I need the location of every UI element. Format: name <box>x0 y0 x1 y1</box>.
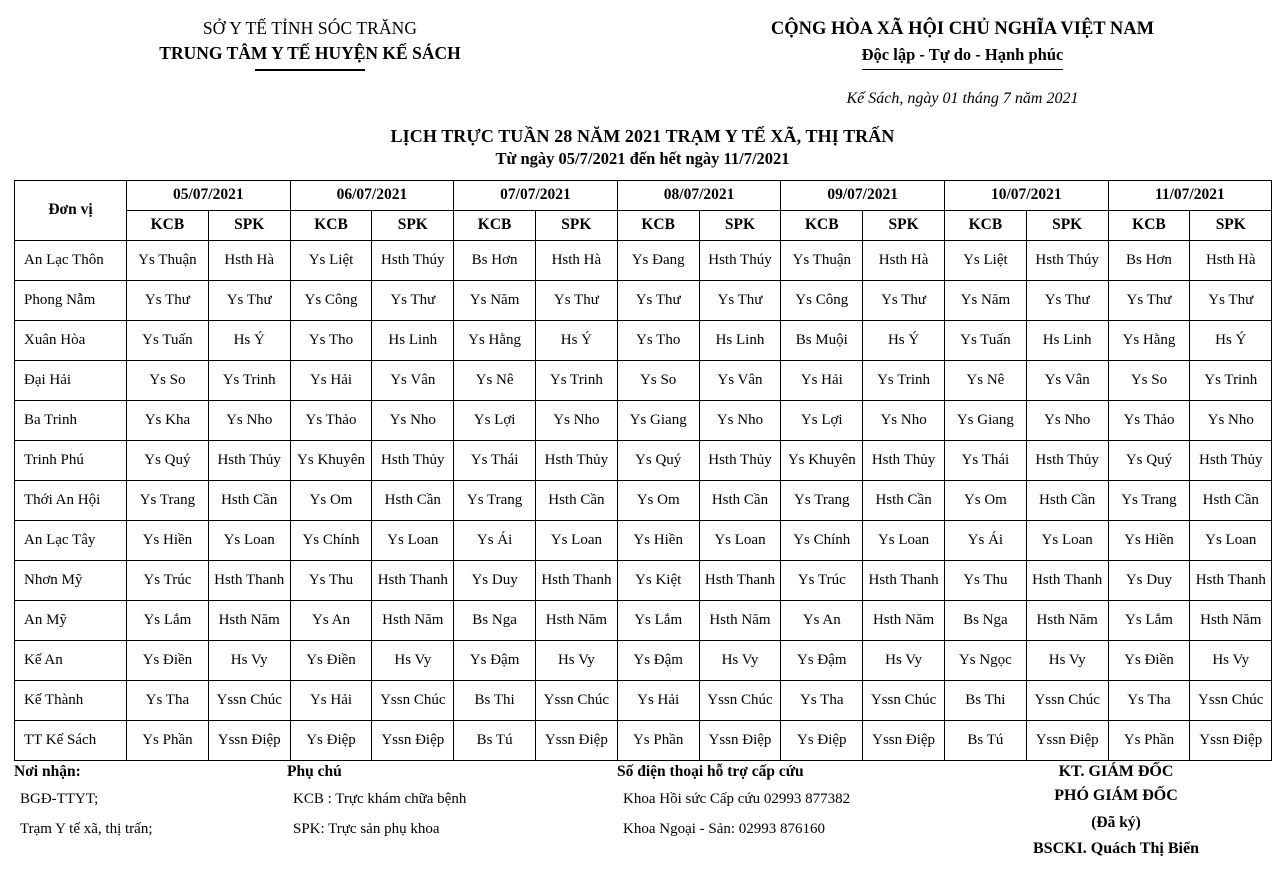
cell-duty-staff: Hsth Hà <box>863 240 945 280</box>
table-row <box>15 360 1272 400</box>
cell-duty-staff: Ys Điệp <box>290 720 372 760</box>
cell-duty-staff: Ys An <box>290 600 372 640</box>
cell-duty-staff: Ys Năm <box>454 280 536 320</box>
cell-duty-staff: Hsth Năm <box>1026 600 1108 640</box>
cell-duty-staff: Ys Vân <box>1026 360 1108 400</box>
cell-duty-staff: Hs Vy <box>699 640 781 680</box>
cell-duty-staff: Ys Om <box>290 480 372 520</box>
province-health-department: SỞ Y TẾ TỈNH SÓC TRĂNG <box>202 18 418 38</box>
cell-duty-staff: Ys Thư <box>372 280 454 320</box>
cell-duty-staff: Ys Đậm <box>781 640 863 680</box>
cell-duty-staff: Ys Ngọc <box>944 640 1026 680</box>
cell-duty-staff: Ys Trinh <box>863 360 945 400</box>
cell-duty-staff: Hs Ý <box>1190 320 1272 360</box>
cell-unit-name: Xuân Hòa <box>15 320 127 360</box>
cell-duty-staff: Ys Nho <box>208 400 290 440</box>
emergency-phones-block <box>617 760 947 861</box>
column-header-shift-kcb: KCB <box>127 210 209 240</box>
duty-schedule-table <box>14 180 1272 761</box>
cell-duty-staff: Hsth Thủy <box>863 440 945 480</box>
cell-duty-staff: Bs Thi <box>944 680 1026 720</box>
column-header-shift-kcb: KCB <box>1108 210 1190 240</box>
cell-duty-staff: Ys Trang <box>454 480 536 520</box>
column-header-shift-spk: SPK <box>535 210 617 240</box>
cell-duty-staff: Ys Duy <box>1108 560 1190 600</box>
signature-signed-note: (Đã ký) <box>1091 814 1141 831</box>
table-row <box>15 600 1272 640</box>
cell-duty-staff: Yssn Chúc <box>372 680 454 720</box>
cell-duty-staff: Hsth Năm <box>1190 600 1272 640</box>
table-row <box>15 520 1272 560</box>
cell-duty-staff: Ys Loan <box>208 520 290 560</box>
table-row <box>15 440 1272 480</box>
cell-duty-staff: Hs Linh <box>1026 320 1108 360</box>
cell-duty-staff: Hs Vy <box>208 640 290 680</box>
cell-duty-staff: Ys Tha <box>1108 680 1190 720</box>
table-row <box>15 720 1272 760</box>
district-health-center-label: TRUNG TÂM Y TẾ HUYỆN KẾ SÁCH <box>159 43 461 64</box>
cell-duty-staff: Bs Tú <box>944 720 1026 760</box>
cell-duty-staff: Hsth Năm <box>863 600 945 640</box>
column-header-shift-kcb: KCB <box>781 210 863 240</box>
column-header-date: 08/07/2021 <box>617 180 781 210</box>
cell-duty-staff: Ys Thư <box>1108 280 1190 320</box>
cell-duty-staff: Ys Chính <box>781 520 863 560</box>
national-motto <box>862 43 1064 70</box>
cell-duty-staff: Yssn Chúc <box>699 680 781 720</box>
cell-duty-staff: Ys Liệt <box>944 240 1026 280</box>
cell-duty-staff: Ys Liệt <box>290 240 372 280</box>
cell-duty-staff: Ys Trang <box>781 480 863 520</box>
column-header-shift-kcb: KCB <box>944 210 1026 240</box>
emergency-phone-icu: Khoa Hồi sức Cấp cứu 02993 877382 <box>623 791 851 808</box>
cell-duty-staff: Ys Phần <box>617 720 699 760</box>
cell-duty-staff: Ys Quý <box>617 440 699 480</box>
notes-item-kcb: KCB : Trực khám chữa bệnh <box>293 791 467 808</box>
cell-duty-staff: Hsth Cần <box>1026 480 1108 520</box>
cell-duty-staff: Hsth Thủy <box>1190 440 1272 480</box>
cell-duty-staff: Ys Thư <box>863 280 945 320</box>
cell-duty-staff: Ys Ái <box>454 520 536 560</box>
cell-duty-staff: Hsth Thanh <box>372 560 454 600</box>
column-header-date: 09/07/2021 <box>781 180 945 210</box>
cell-duty-staff: Yssn Chúc <box>208 680 290 720</box>
cell-duty-staff: Ys Khuyên <box>290 440 372 480</box>
cell-duty-staff: Ys An <box>781 600 863 640</box>
cell-duty-staff: Ys Tuấn <box>944 320 1026 360</box>
cell-duty-staff: Ys Nho <box>372 400 454 440</box>
cell-duty-staff: Bs Muội <box>781 320 863 360</box>
column-header-shift-spk: SPK <box>208 210 290 240</box>
cell-duty-staff: Hsth Thanh <box>699 560 781 600</box>
cell-duty-staff: Hs Vy <box>372 640 454 680</box>
cell-duty-staff: Hsth Thanh <box>535 560 617 600</box>
cell-duty-staff: Ys Giang <box>617 400 699 440</box>
table-row <box>15 480 1272 520</box>
cell-duty-staff: Ys So <box>1108 360 1190 400</box>
recipients-title: Nơi nhận: <box>14 763 81 780</box>
cell-duty-staff: Ys Thư <box>535 280 617 320</box>
signature-block <box>947 760 1285 861</box>
cell-duty-staff: Ys Lợi <box>454 400 536 440</box>
notes-title: Phụ chú <box>287 763 342 780</box>
cell-duty-staff: Ys Nê <box>944 360 1026 400</box>
table-head <box>15 180 1272 240</box>
signature-role-acting: KT. GIÁM ĐỐC <box>1058 763 1174 780</box>
column-header-shift-spk: SPK <box>863 210 945 240</box>
column-header-shift-kcb: KCB <box>454 210 536 240</box>
cell-unit-name: Phong Nẫm <box>15 280 127 320</box>
cell-duty-staff: Ys Phần <box>127 720 209 760</box>
cell-duty-staff: Ys Nho <box>1190 400 1272 440</box>
cell-duty-staff: Ys Phần <box>1108 720 1190 760</box>
cell-duty-staff: Ys Nho <box>699 400 781 440</box>
cell-duty-staff: Ys Thư <box>699 280 781 320</box>
cell-unit-name: Ba Trinh <box>15 400 127 440</box>
cell-duty-staff: Yssn Chúc <box>863 680 945 720</box>
cell-duty-staff: Ys Thư <box>1190 280 1272 320</box>
recipients-item: Trạm Y tế xã, thị trấn; <box>20 820 153 837</box>
cell-duty-staff: Ys Om <box>617 480 699 520</box>
cell-unit-name: TT Kế Sách <box>15 720 127 760</box>
cell-duty-staff: Ys Năm <box>944 280 1026 320</box>
cell-duty-staff: Ys So <box>127 360 209 400</box>
national-title: CỘNG HÒA XÃ HỘI CHỦ NGHĨA VIỆT NAM <box>770 19 1155 39</box>
cell-duty-staff: Hs Vy <box>1026 640 1108 680</box>
cell-duty-staff: Ys Loan <box>1026 520 1108 560</box>
cell-duty-staff: Ys Loan <box>699 520 781 560</box>
cell-duty-staff: Hsth Hà <box>208 240 290 280</box>
schedule-date-range: Từ ngày 05/7/2021 đến hết ngày 11/7/2021 <box>495 149 790 169</box>
cell-duty-staff: Ys Công <box>290 280 372 320</box>
cell-duty-staff: Yssn Chúc <box>1190 680 1272 720</box>
cell-duty-staff: Ys Loan <box>535 520 617 560</box>
cell-duty-staff: Ys Vân <box>372 360 454 400</box>
cell-duty-staff: Ys Trúc <box>781 560 863 600</box>
cell-duty-staff: Ys Lắm <box>617 600 699 640</box>
cell-duty-staff: Bs Hơn <box>1108 240 1190 280</box>
cell-duty-staff: Ys Đậm <box>617 640 699 680</box>
cell-duty-staff: Ys Khuyên <box>781 440 863 480</box>
column-header-date: 07/07/2021 <box>454 180 618 210</box>
cell-duty-staff: Yssn Chúc <box>535 680 617 720</box>
cell-duty-staff: Ys Hiền <box>1108 520 1190 560</box>
cell-duty-staff: Ys Tha <box>127 680 209 720</box>
table-row <box>15 280 1272 320</box>
cell-duty-staff: Ys Om <box>944 480 1026 520</box>
column-header-unit: Đơn vị <box>15 180 127 240</box>
cell-duty-staff: Hsth Thủy <box>699 440 781 480</box>
cell-duty-staff: Yssn Điệp <box>372 720 454 760</box>
table-body <box>15 240 1272 760</box>
cell-duty-staff: Ys Thư <box>1026 280 1108 320</box>
cell-duty-staff: Ys Lắm <box>1108 600 1190 640</box>
cell-duty-staff: Ys Loan <box>863 520 945 560</box>
cell-duty-staff: Hsth Hà <box>1190 240 1272 280</box>
recipients-block <box>0 760 287 861</box>
cell-duty-staff: Ys Nê <box>454 360 536 400</box>
cell-duty-staff: Bs Thi <box>454 680 536 720</box>
table-row <box>15 400 1272 440</box>
cell-duty-staff: Hs Vy <box>1190 640 1272 680</box>
cell-unit-name: Đại Hải <box>15 360 127 400</box>
table-row <box>15 680 1272 720</box>
cell-duty-staff: Ys Thái <box>454 440 536 480</box>
cell-duty-staff: Ys Chính <box>290 520 372 560</box>
cell-duty-staff: Ys Trinh <box>535 360 617 400</box>
header-right-underline <box>862 69 1064 70</box>
national-motto-label: Độc lập - Tự do - Hạnh phúc <box>861 44 1064 64</box>
cell-duty-staff: Ys Thư <box>127 280 209 320</box>
cell-duty-staff: Ys Duy <box>454 560 536 600</box>
cell-unit-name: Nhơn Mỹ <box>15 560 127 600</box>
column-header-date: 10/07/2021 <box>944 180 1108 210</box>
cell-duty-staff: Ys Công <box>781 280 863 320</box>
cell-duty-staff: Hsth Cần <box>535 480 617 520</box>
cell-duty-staff: Ys Kha <box>127 400 209 440</box>
cell-duty-staff: Yssn Điệp <box>699 720 781 760</box>
column-header-shift-spk: SPK <box>1026 210 1108 240</box>
header-left-block <box>0 16 640 110</box>
cell-duty-staff: Ys Ái <box>944 520 1026 560</box>
notes-block <box>287 760 617 861</box>
document-header <box>0 0 1285 110</box>
cell-duty-staff: Ys Loan <box>1190 520 1272 560</box>
cell-duty-staff: Ys Điền <box>127 640 209 680</box>
column-header-date: 11/07/2021 <box>1108 180 1272 210</box>
cell-duty-staff: Hsth Thủy <box>535 440 617 480</box>
recipients-item: BGĐ-TTYT; <box>20 791 99 808</box>
cell-duty-staff: Yssn Điệp <box>863 720 945 760</box>
cell-unit-name: Trinh Phú <box>15 440 127 480</box>
cell-duty-staff: Hs Ý <box>863 320 945 360</box>
table-header-row-shifts <box>15 210 1272 240</box>
cell-duty-staff: Ys Hằng <box>1108 320 1190 360</box>
cell-duty-staff: Hsth Thúy <box>1026 240 1108 280</box>
cell-duty-staff: Hsth Năm <box>535 600 617 640</box>
cell-duty-staff: Ys Nho <box>863 400 945 440</box>
column-header-shift-spk: SPK <box>1190 210 1272 240</box>
cell-duty-staff: Hsth Cần <box>372 480 454 520</box>
cell-duty-staff: Ys Đậm <box>454 640 536 680</box>
cell-duty-staff: Hsth Cần <box>699 480 781 520</box>
cell-duty-staff: Ys Hiền <box>617 520 699 560</box>
cell-duty-staff: Ys Thu <box>944 560 1026 600</box>
header-right-block <box>640 16 1285 110</box>
cell-duty-staff: Ys Tha <box>781 680 863 720</box>
cell-duty-staff: Ys Hải <box>781 360 863 400</box>
cell-duty-staff: Hsth Năm <box>208 600 290 640</box>
signature-name: BSCKI. Quách Thị Biển <box>1033 840 1199 858</box>
cell-duty-staff: Ys Đang <box>617 240 699 280</box>
cell-duty-staff: Ys Tho <box>617 320 699 360</box>
table-row <box>15 560 1272 600</box>
cell-duty-staff: Ys Nho <box>1026 400 1108 440</box>
table-header-row-dates <box>15 180 1272 210</box>
cell-duty-staff: Ys Thảo <box>290 400 372 440</box>
header-left-underline <box>255 69 365 71</box>
column-header-date: 05/07/2021 <box>127 180 291 210</box>
column-header-shift-kcb: KCB <box>617 210 699 240</box>
table-row <box>15 640 1272 680</box>
cell-duty-staff: Ys Trang <box>127 480 209 520</box>
cell-duty-staff: Ys Thư <box>208 280 290 320</box>
cell-unit-name: An Mỹ <box>15 600 127 640</box>
cell-duty-staff: Bs Nga <box>454 600 536 640</box>
cell-duty-staff: Yssn Chúc <box>1026 680 1108 720</box>
column-header-shift-spk: SPK <box>699 210 781 240</box>
cell-duty-staff: Ys Trinh <box>1190 360 1272 400</box>
cell-duty-staff: Ys Thảo <box>1108 400 1190 440</box>
cell-duty-staff: Ys Hiền <box>127 520 209 560</box>
cell-duty-staff: Ys Thuận <box>127 240 209 280</box>
cell-duty-staff: Ys Thái <box>944 440 1026 480</box>
cell-duty-staff: Hs Ý <box>535 320 617 360</box>
cell-duty-staff: Ys Loan <box>372 520 454 560</box>
column-header-shift-spk: SPK <box>372 210 454 240</box>
cell-duty-staff: Ys Điền <box>1108 640 1190 680</box>
emergency-phones-title: Số điện thoại hỗ trợ cấp cứu <box>617 763 804 780</box>
cell-duty-staff: Ys Lợi <box>781 400 863 440</box>
cell-duty-staff: Hsth Thanh <box>863 560 945 600</box>
cell-duty-staff: Ys Quý <box>127 440 209 480</box>
cell-duty-staff: Yssn Điệp <box>535 720 617 760</box>
cell-duty-staff: Ys Trinh <box>208 360 290 400</box>
cell-duty-staff: Hsth Cần <box>863 480 945 520</box>
cell-duty-staff: Hsth Thúy <box>699 240 781 280</box>
cell-duty-staff: Hsth Thủy <box>1026 440 1108 480</box>
page-title <box>0 124 1285 171</box>
cell-duty-staff: Ys Nho <box>535 400 617 440</box>
cell-duty-staff: Ys Vân <box>699 360 781 400</box>
cell-unit-name: An Lạc Tây <box>15 520 127 560</box>
cell-duty-staff: Yssn Điệp <box>1190 720 1272 760</box>
cell-duty-staff: Ys Thu <box>290 560 372 600</box>
cell-duty-staff: Hs Vy <box>863 640 945 680</box>
cell-duty-staff: Hsth Thủy <box>372 440 454 480</box>
cell-duty-staff: Ys Tuấn <box>127 320 209 360</box>
cell-duty-staff: Hsth Năm <box>372 600 454 640</box>
cell-duty-staff: Ys Kiệt <box>617 560 699 600</box>
cell-duty-staff: Ys Thư <box>617 280 699 320</box>
cell-duty-staff: Ys Điệp <box>781 720 863 760</box>
document-footer <box>0 760 1285 861</box>
cell-duty-staff: Bs Tú <box>454 720 536 760</box>
cell-duty-staff: Bs Nga <box>944 600 1026 640</box>
cell-duty-staff: Bs Hơn <box>454 240 536 280</box>
table-row <box>15 320 1272 360</box>
cell-duty-staff: Ys Điền <box>290 640 372 680</box>
place-and-date: Kế Sách, ngày 01 tháng 7 năm 2021 <box>846 89 1079 107</box>
cell-duty-staff: Hsth Cần <box>208 480 290 520</box>
signature-role-deputy: PHÓ GIÁM ĐỐC <box>1054 787 1178 804</box>
cell-duty-staff: Hsth Hà <box>535 240 617 280</box>
cell-duty-staff: Hsth Thúy <box>372 240 454 280</box>
cell-duty-staff: Hsth Thanh <box>208 560 290 600</box>
district-health-center <box>159 41 460 70</box>
cell-duty-staff: Hsth Thanh <box>1190 560 1272 600</box>
cell-duty-staff: Ys Hải <box>290 360 372 400</box>
cell-duty-staff: Hsth Năm <box>699 600 781 640</box>
cell-unit-name: Kế Thành <box>15 680 127 720</box>
cell-duty-staff: Hs Linh <box>372 320 454 360</box>
cell-duty-staff: Hs Ý <box>208 320 290 360</box>
cell-duty-staff: Ys Hải <box>290 680 372 720</box>
cell-duty-staff: Ys Hằng <box>454 320 536 360</box>
cell-unit-name: An Lạc Thôn <box>15 240 127 280</box>
cell-duty-staff: Ys Quý <box>1108 440 1190 480</box>
cell-duty-staff: Yssn Điệp <box>1026 720 1108 760</box>
cell-duty-staff: Ys Hải <box>617 680 699 720</box>
cell-duty-staff: Hs Linh <box>699 320 781 360</box>
column-header-shift-kcb: KCB <box>290 210 372 240</box>
cell-duty-staff: Hsth Cần <box>1190 480 1272 520</box>
cell-unit-name: Thới An Hội <box>15 480 127 520</box>
cell-duty-staff: Hsth Thủy <box>208 440 290 480</box>
cell-duty-staff: Ys Tho <box>290 320 372 360</box>
cell-duty-staff: Ys Lắm <box>127 600 209 640</box>
emergency-phone-surgery: Khoa Ngoại - Sản: 02993 876160 <box>623 820 826 837</box>
cell-duty-staff: Yssn Điệp <box>208 720 290 760</box>
cell-duty-staff: Ys Trúc <box>127 560 209 600</box>
cell-duty-staff: Ys Thuận <box>781 240 863 280</box>
cell-duty-staff: Ys So <box>617 360 699 400</box>
notes-item-spk: SPK: Trực sản phụ khoa <box>293 820 440 837</box>
column-header-date: 06/07/2021 <box>290 180 454 210</box>
table-row <box>15 240 1272 280</box>
schedule-title: LỊCH TRỰC TUẦN 28 NĂM 2021 TRẠM Y TẾ XÃ, THỊ TRẤN <box>390 125 895 146</box>
cell-duty-staff: Ys Trang <box>1108 480 1190 520</box>
cell-duty-staff: Hs Vy <box>535 640 617 680</box>
schedule-table-wrapper <box>14 180 1271 761</box>
cell-duty-staff: Hsth Thanh <box>1026 560 1108 600</box>
cell-unit-name: Kế An <box>15 640 127 680</box>
cell-duty-staff: Ys Giang <box>944 400 1026 440</box>
